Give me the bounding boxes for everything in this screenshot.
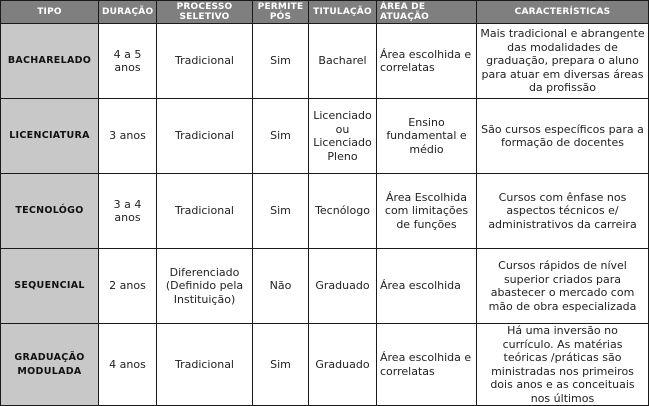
table-row: [1, 99, 649, 174]
cell-caracteristicas: Há uma inversão no currículo. As matérias teóricas /práticas são ministradas nos primeiros dois anos e as conceituais nos últimos: [477, 324, 649, 406]
cell-caracteristicas: Cursos rápidos de nível superior criados para abastecer o mercado com mão de obra especializada: [477, 249, 649, 324]
cell-permite: Sim: [253, 174, 309, 249]
cell-tipo: SEQUENCIAL: [1, 249, 99, 324]
cell-titulacao: Graduado: [309, 249, 377, 324]
header-tipo: TIPO: [1, 1, 99, 24]
cell-permite: Não: [253, 249, 309, 324]
cell-area: Ensino fundamental e médio: [377, 99, 477, 174]
cell-tipo: GRADUAÇÃO MODULADA: [1, 324, 99, 406]
cell-titulacao: Tecnólogo: [309, 174, 377, 249]
header-titulacao: TITULAÇÃO: [309, 1, 377, 24]
header-row: [1, 1, 649, 24]
cell-duracao: 4 anos: [99, 324, 157, 406]
table-row: [1, 174, 649, 249]
cell-tipo: LICENCIATURA: [1, 99, 99, 174]
cell-permite: Sim: [253, 99, 309, 174]
cell-processo: Tradicional: [157, 99, 253, 174]
cell-permite: Sim: [253, 24, 309, 99]
cell-processo: Tradicional: [157, 24, 253, 99]
cell-duracao: 3 a 4 anos: [99, 174, 157, 249]
table-row: [1, 249, 649, 324]
cell-caracteristicas: São cursos específicos para a formação de docentes: [477, 99, 649, 174]
cell-titulacao: Bacharel: [309, 24, 377, 99]
table-row: [1, 24, 649, 99]
cell-area: Área escolhida e correlatas: [377, 24, 477, 99]
cell-processo: Diferenciado (Definido pela Instituição): [157, 249, 253, 324]
cell-tipo: TECNOLÓGO: [1, 174, 99, 249]
cell-area: Área escolhida e correlatas: [377, 324, 477, 406]
table-body: [1, 24, 649, 406]
cell-area: Área escolhida: [377, 249, 477, 324]
header-duracao: DURAÇÃO: [99, 1, 157, 24]
cell-duracao: 4 a 5 anos: [99, 24, 157, 99]
cell-caracteristicas: Cursos com ênfase nos aspectos técnicos e/ administrativos da carreira: [477, 174, 649, 249]
table-row: [1, 324, 649, 406]
cell-area: Área Escolhida com limitações de funções: [377, 174, 477, 249]
cell-duracao: 3 anos: [99, 99, 157, 174]
cell-processo: Tradicional: [157, 174, 253, 249]
header-area-atuacao: ÁREA DE ATUAÇÃO: [377, 1, 477, 24]
cell-duracao: 2 anos: [99, 249, 157, 324]
header-processo-seletivo: PROCESSO SELETIVO: [157, 1, 253, 24]
cell-permite: Sim: [253, 324, 309, 406]
cell-titulacao: Graduado: [309, 324, 377, 406]
header-caracteristicas: CARACTERÍSTICAS: [477, 1, 649, 24]
header-permite-pos: PERMITE PÓS: [253, 1, 309, 24]
cell-caracteristicas: Mais tradicional e abrangente das modalidades de graduação, prepara o aluno para atuar em diversas áreas da profissão: [477, 24, 649, 99]
table-header: [1, 1, 649, 24]
cell-tipo: BACHARELADO: [1, 24, 99, 99]
cell-titulacao: Licenciado ou Licenciado Pleno: [309, 99, 377, 174]
cell-processo: Tradicional: [157, 324, 253, 406]
